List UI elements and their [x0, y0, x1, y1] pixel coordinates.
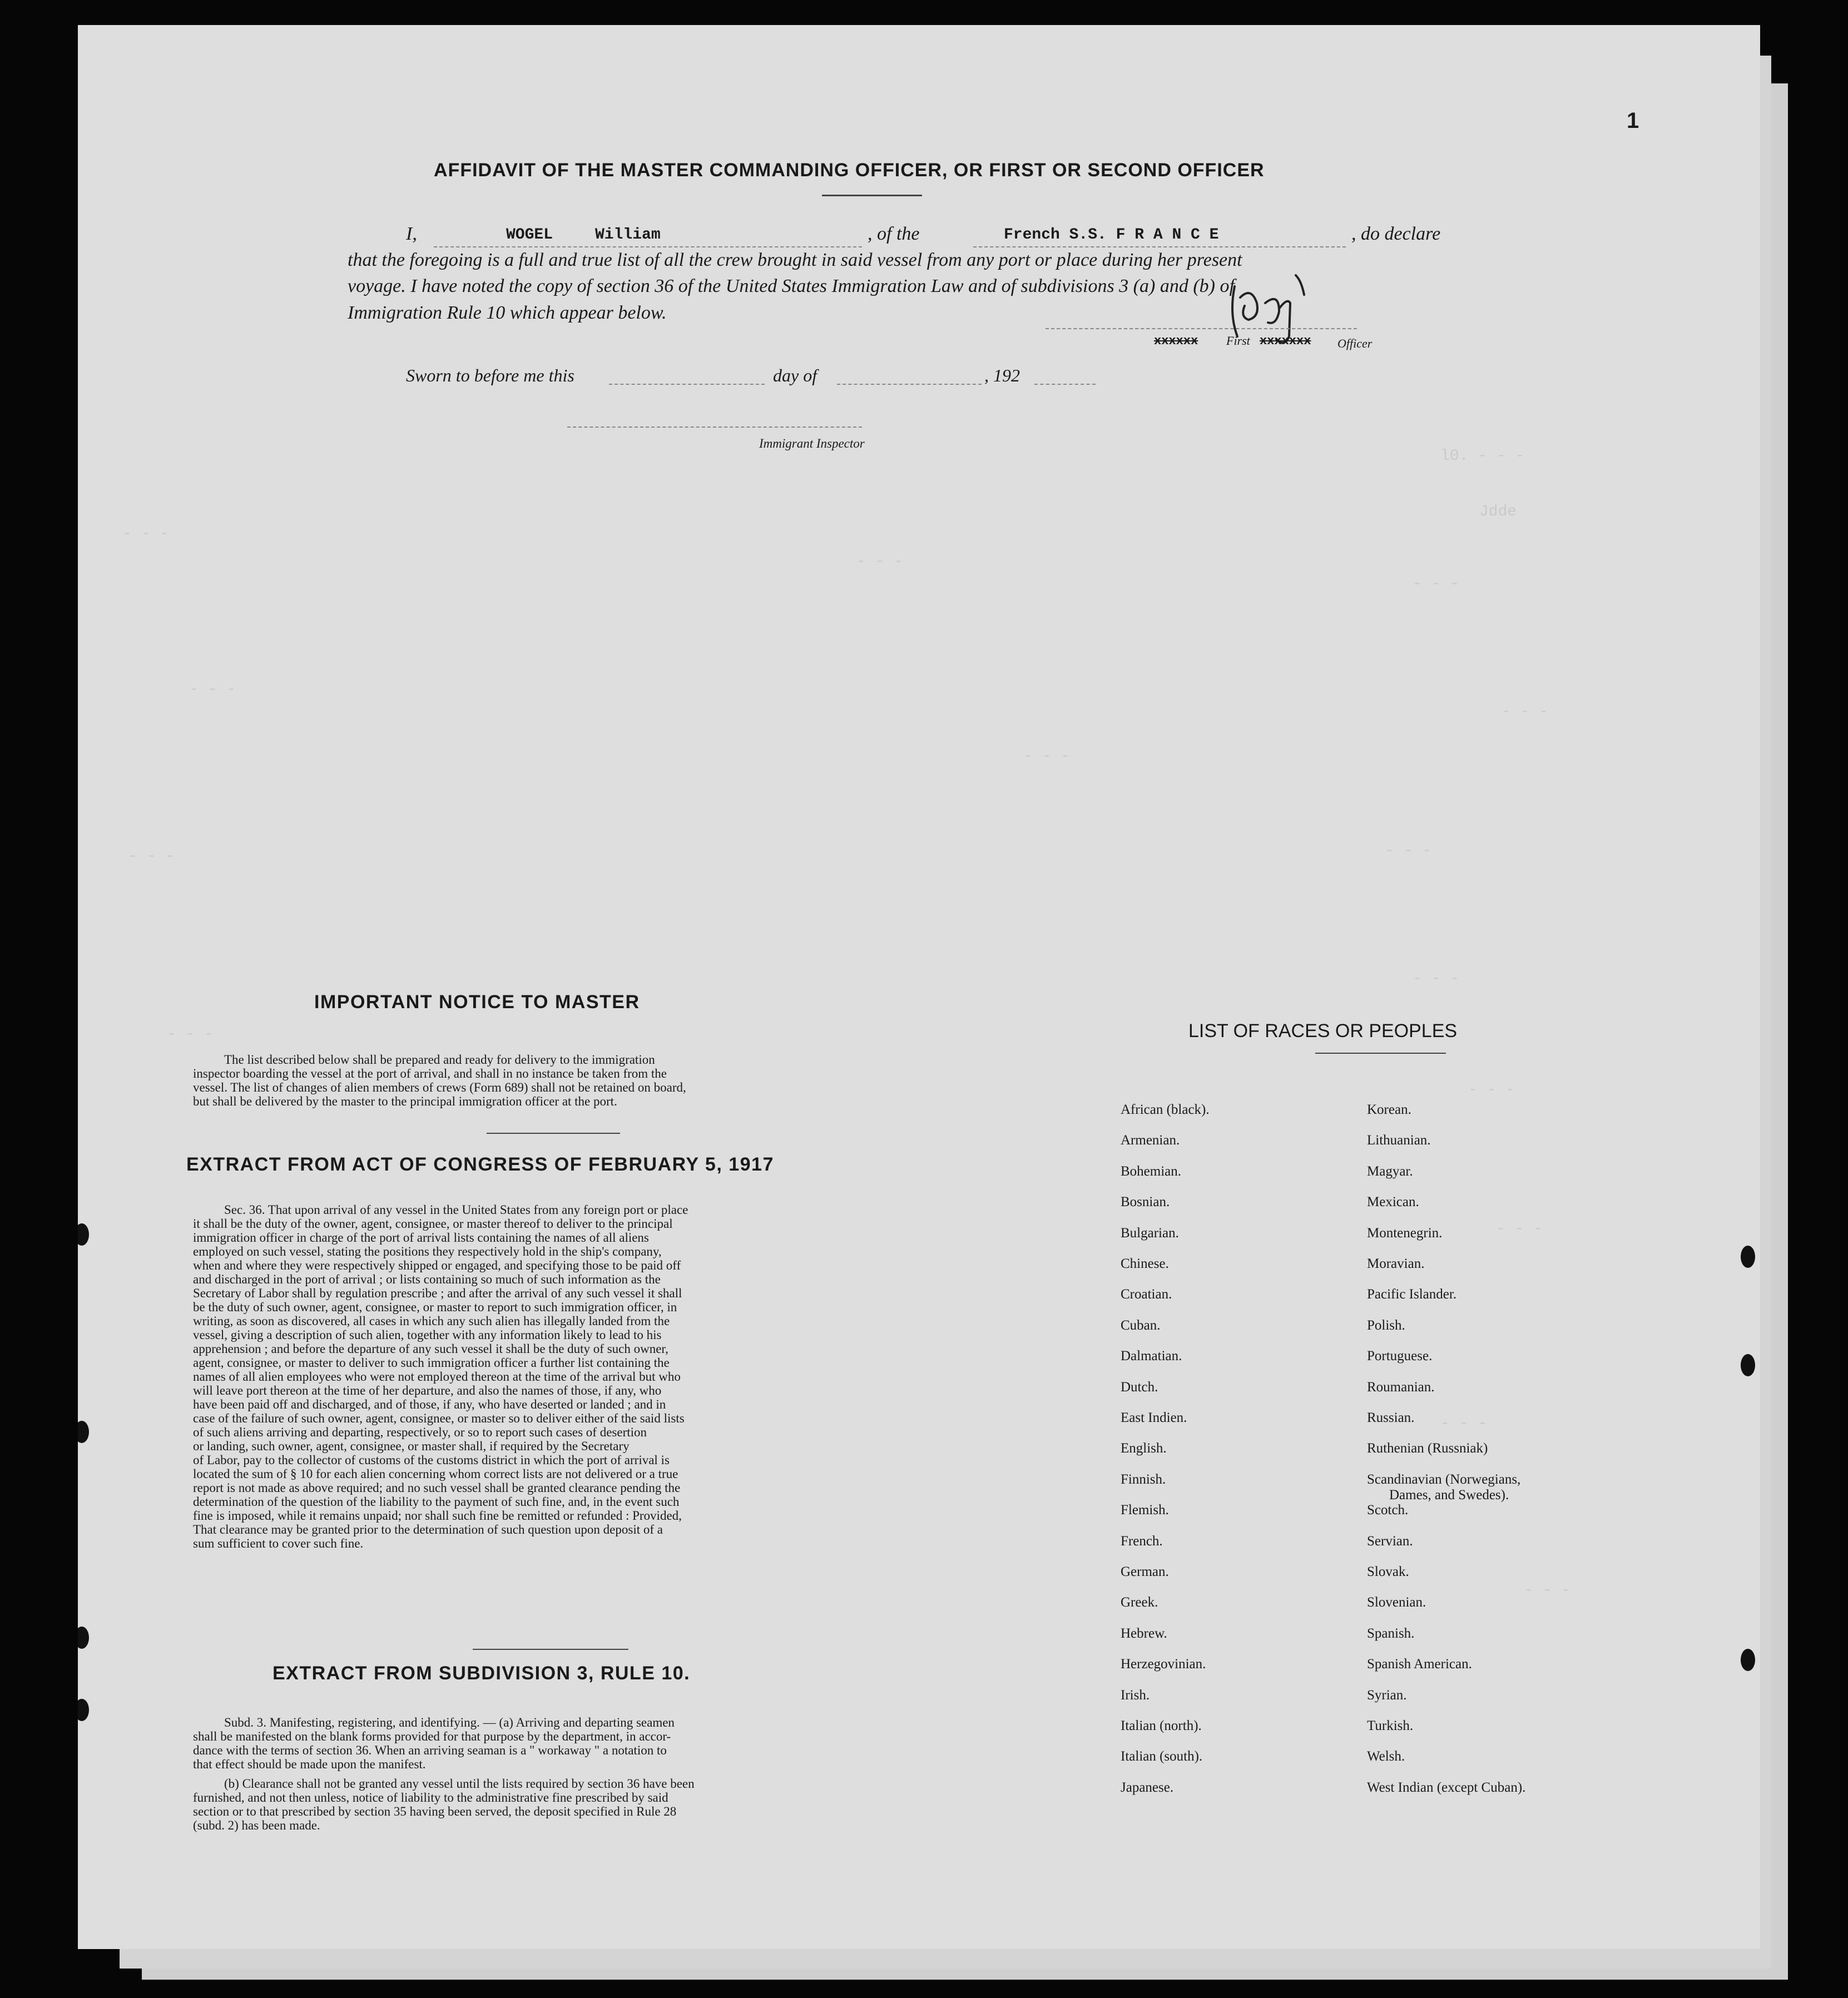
race-item: Bosnian.	[1121, 1194, 1170, 1210]
rule-extract-text-b	[193, 1777, 855, 1832]
statement-line-1: that the foregoing is a full and true list of all the crew brought in said vessel from any port or place during her present	[348, 250, 1242, 270]
race-item: Montenegrin.	[1367, 1225, 1443, 1241]
race-item: Mexican.	[1367, 1194, 1419, 1210]
rule-extract-line: furnished, and not then unless, notice of liability to the administrative fine prescribed by said	[193, 1791, 668, 1804]
rule-extract-line: that effect should be made upon the manifest.	[193, 1757, 426, 1771]
officer-struck-2: xxxxxxx	[1260, 334, 1311, 348]
declarant-given-name: William	[595, 226, 661, 244]
punch-hole	[1741, 1246, 1755, 1268]
race-item: Ruthenian (Russniak)	[1367, 1441, 1488, 1456]
act-extract-line: or landing, such owner, agent, consignee, or master shall, if required by the Secretary	[193, 1439, 630, 1453]
race-item: Dalmatian.	[1121, 1348, 1182, 1364]
act-extract-text	[193, 1203, 855, 1550]
day-of-label: day of	[773, 365, 818, 385]
sworn-label: Sworn to before me this	[406, 365, 574, 385]
notice-line: vessel. The list of changes of alien members of crews (Form 689) shall not be retained on board,	[193, 1080, 686, 1094]
act-extract-title: EXTRACT FROM ACT OF CONGRESS OF FEBRUARY 5, 1917	[186, 1154, 774, 1175]
act-extract-line: immigration officer in charge of the port of arrival lists containing the names of all aliens	[193, 1231, 649, 1245]
inspector-label: Immigrant Inspector	[759, 437, 865, 450]
act-extract-line: of such aliens arriving and departing, respectively, or so to report such cases of desertion	[193, 1425, 647, 1439]
of-the-label: , of the	[868, 224, 920, 244]
act-extract-line: report is not made as above required; and no such vessel shall be granted clearance pending the	[193, 1481, 681, 1495]
act-extract-line: fine is imposed, while it remains unpaid; nor shall such fine be remitted or refunded : Provided,	[193, 1509, 682, 1523]
race-item: Moravian.	[1367, 1256, 1425, 1271]
race-item: Armenian.	[1121, 1133, 1180, 1148]
officer-struck-1: xxxxxx	[1154, 334, 1198, 348]
declarant-prefix: I,	[406, 224, 417, 244]
race-item: Roumanian.	[1367, 1379, 1435, 1395]
race-item: Finnish.	[1121, 1471, 1166, 1487]
race-item: Polish.	[1367, 1317, 1405, 1333]
sworn-month-line	[837, 384, 982, 385]
rule-extract-line: dance with the terms of section 36. When an arriving seaman is a " workaway " a notation to	[193, 1743, 667, 1757]
act-extract-line: will leave port thereon at the time of her departure, and also the names of those, if any, who	[193, 1384, 662, 1397]
race-item: Bulgarian.	[1121, 1225, 1179, 1241]
act-extract-line: Secretary of Labor shall by regulation prescribe ; and after the arrival of any such vessel it shall	[193, 1286, 682, 1300]
rule-extract-line: (subd. 2) has been made.	[193, 1818, 320, 1832]
act-extract-line: of Labor, pay to the collector of customs of the customs district in which the port of arrival is	[193, 1453, 670, 1467]
race-item: African (black).	[1121, 1102, 1210, 1117]
affidavit-title: AFFIDAVIT OF THE MASTER COMMANDING OFFICER, OR FIRST OR SECOND OFFICER	[434, 160, 1265, 181]
officer-word: Officer	[1337, 336, 1373, 350]
act-extract-line: sum sufficient to cover such fine.	[193, 1536, 364, 1550]
race-item: Lithuanian.	[1367, 1133, 1431, 1148]
act-extract-line: names of all alien employees who were not employed thereon at the time of the arrival but who	[193, 1370, 681, 1384]
race-item: East Indien.	[1121, 1410, 1187, 1425]
ship-name: French S.S. F R A N C E	[1004, 226, 1219, 244]
act-extract-line: vessel, giving a description of such alien, together with any information likely to lead to his	[193, 1328, 662, 1342]
race-item: Bohemian.	[1121, 1163, 1182, 1179]
race-item: West Indian (except Cuban).	[1367, 1779, 1526, 1795]
race-item: Magyar.	[1367, 1163, 1413, 1179]
statement-line-3: Immigration Rule 10 which appear below.	[348, 303, 667, 323]
punch-hole	[1741, 1649, 1755, 1671]
race-item: Spanish.	[1367, 1625, 1415, 1641]
race-item: Turkish.	[1367, 1718, 1414, 1733]
race-item: English.	[1121, 1441, 1167, 1456]
race-item: Chinese.	[1121, 1256, 1169, 1271]
act-extract-line: have been paid off and discharged, and of those, if any, who have deserted or landed ; and in	[193, 1397, 666, 1411]
race-item: Italian (north).	[1121, 1718, 1202, 1733]
year-line	[1034, 384, 1096, 385]
notice-divider	[487, 1133, 620, 1134]
act-extract-line: employed on such vessel, stating the positions they respectively hold in the ship's company,	[193, 1245, 662, 1258]
act-divider	[473, 1649, 628, 1650]
race-item: Slovenian.	[1367, 1595, 1426, 1610]
title-underline	[822, 195, 922, 196]
notice-line: The list described below shall be prepared and ready for delivery to the immigration	[224, 1053, 655, 1067]
rule-extract-line: Subd. 3. Manifesting, registering, and identifying. — (a) Arriving and departing seamen	[224, 1716, 675, 1729]
rule-extract-line: shall be manifested on the blank forms provided for that purpose by the department, in accor-	[193, 1729, 671, 1743]
race-item: Greek.	[1121, 1595, 1158, 1610]
page-number: 1	[1627, 108, 1639, 133]
sworn-date-line	[609, 384, 765, 385]
act-extract-line: case of the failure of such owner, agent, consignee, or master so to deliver either of the said lists	[193, 1411, 685, 1425]
race-item: Hebrew.	[1121, 1625, 1167, 1641]
race-item: Cuban.	[1121, 1317, 1161, 1333]
race-item: Portuguese.	[1367, 1348, 1433, 1364]
race-item: Korean.	[1367, 1102, 1411, 1117]
signature-line	[1046, 328, 1357, 329]
do-declare-label: , do declare	[1351, 224, 1441, 244]
notice-text	[193, 1053, 855, 1108]
race-item: Slovak.	[1367, 1564, 1409, 1579]
act-extract-line: be the duty of such owner, agent, consignee, or master to report to such immigration officer, in	[193, 1300, 677, 1314]
ship-name-line	[973, 246, 1346, 247]
rule-extract-text-a	[193, 1716, 855, 1771]
act-extract-line: That clearance may be granted prior to the determination of such question upon deposit of a	[193, 1523, 663, 1536]
act-extract-line: it shall be the duty of the owner, agent, consignee, or master thereof to deliver to the principal	[193, 1217, 673, 1231]
act-extract-line: writing, as soon as discovered, all cases in which any such alien has illegally landed from the	[193, 1314, 670, 1328]
race-item: Flemish.	[1121, 1503, 1169, 1518]
declarant-name-line	[434, 246, 862, 247]
act-extract-line: and discharged in the port of arrival ; or lists containing so much of such information as the	[193, 1272, 661, 1286]
notice-line: inspector boarding the vessel at the port of arrival, and shall in no instance be taken from the	[193, 1067, 667, 1080]
punch-hole	[1741, 1354, 1755, 1376]
race-item: Croatian.	[1121, 1287, 1172, 1302]
race-item: Dames, and Swedes).	[1389, 1487, 1509, 1503]
act-extract-line: located the sum of § 10 for each alien concerning whom correct lists are not delivered or a true	[193, 1467, 678, 1481]
race-item: German.	[1121, 1564, 1169, 1579]
act-extract-line: agent, consignee, or master to deliver to such immigration officer a further list containing the	[193, 1356, 670, 1370]
statement-line-2: voyage. I have noted the copy of section 36 of the United States Immigration Law and of subdivisions 3 (a) and (b) of	[348, 276, 1235, 296]
rule-extract-title: EXTRACT FROM SUBDIVISION 3, RULE 10.	[273, 1663, 691, 1684]
race-item: French.	[1121, 1533, 1163, 1549]
race-item: Irish.	[1121, 1687, 1150, 1703]
race-item: Spanish American.	[1367, 1657, 1472, 1672]
races-title: LIST OF RACES OR PEOPLES	[1188, 1020, 1458, 1042]
race-item: Italian (south).	[1121, 1749, 1203, 1764]
race-item: Scandinavian (Norwegians,	[1367, 1471, 1521, 1487]
bleed-through-layer: l0. - - - Jdde - - - - - - - - - - - - - - - - - - - - - - - - - - - - - - - - - - - - - - - - - -	[122, 448, 1571, 1599]
race-item: Welsh.	[1367, 1749, 1405, 1764]
officer-rank: First	[1226, 334, 1250, 348]
act-extract-line: apprehension ; and before the departure of any such vessel it shall be the duty of such owner,	[193, 1342, 668, 1356]
notice-title: IMPORTANT NOTICE TO MASTER	[314, 991, 640, 1013]
act-extract-line: determination of the question of the liability to the payment of such fine, and, in the event such	[193, 1495, 680, 1509]
race-item: Scotch.	[1367, 1503, 1409, 1518]
affidavit-page	[78, 25, 1760, 1949]
race-item: Syrian.	[1367, 1687, 1407, 1703]
races-title-underline	[1315, 1053, 1446, 1054]
race-item: Servian.	[1367, 1533, 1413, 1549]
race-item: Japanese.	[1121, 1779, 1174, 1795]
act-extract-line: when and where they were respectively shipped or engaged, and specifying those to be paid off	[193, 1258, 681, 1272]
notice-line: but shall be delivered by the master to the principal immigration officer at the port.	[193, 1094, 617, 1108]
rule-extract-line: (b) Clearance shall not be granted any vessel until the lists required by section 36 have been	[224, 1777, 695, 1791]
race-item: Dutch.	[1121, 1379, 1158, 1395]
race-item: Pacific Islander.	[1367, 1287, 1457, 1302]
race-item: Herzegovinian.	[1121, 1657, 1206, 1672]
year-label: , 192	[984, 365, 1020, 385]
inspector-signature-line	[567, 427, 862, 428]
declarant-surname: WOGEL	[506, 226, 553, 244]
rule-extract-line: section or to that prescribed by section 35 having been served, the deposit specified in Rule 28	[193, 1804, 677, 1818]
race-item: Russian.	[1367, 1410, 1415, 1425]
act-extract-line: Sec. 36. That upon arrival of any vessel in the United States from any foreign port or place	[224, 1203, 688, 1217]
